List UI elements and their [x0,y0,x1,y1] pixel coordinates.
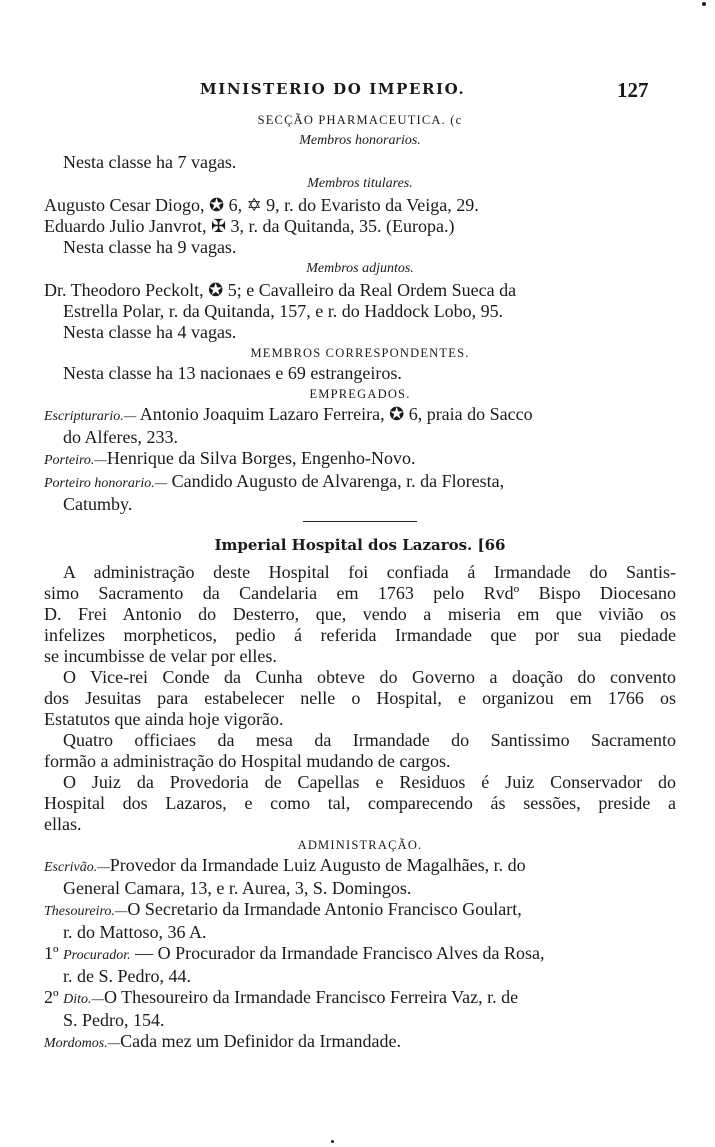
paragraph-line: A administração deste Hospital foi confiada á Irmandade do Santis- [63,562,676,582]
paragraph-line: D. Frei Antonio do Desterro, que, vendo a miseria em que vivião os [44,604,676,624]
role-label: Thesoureiro.— [44,904,128,919]
paragraph-line: O Vice-rei Conde da Cunha obteve do Governo a doação do convento [63,667,676,687]
subheading-empregados: EMPREGADOS. [309,387,411,401]
subheading-honorarios: Membros honorarios. [299,133,421,148]
subheading-adjuntos: Membros adjuntos. [306,261,414,276]
member-entry: Dr. Theodoro Peckolt, ✪ 5; e Cavalleiro da Real Ordem Sueca da [44,280,517,300]
section-title: SECÇÃO PHARMACEUTICA. (c [257,113,463,127]
role-label: Dito.— [63,992,104,1007]
paragraph-line: simo Sacramento da Candelaria em 1763 pelo Rvdº Bispo Diocesano [44,583,676,603]
print-speck [331,1140,334,1143]
subheading-correspondentes: MEMBROS CORRESPONDENTES. [250,346,470,360]
paragraph-line: formão a administração do Hospital mudando de cargos. [44,751,451,771]
staff-entry: Porteiro.—Henrique da Silva Borges, Engenho-Novo. [44,448,416,468]
paragraph-line: O Juiz da Provedoria de Capellas e Residuos é Juiz Conservador do [63,772,676,792]
admin-entry-continuation: r. de S. Pedro, 44. [63,966,191,986]
role-label: Porteiro honorario.— [44,476,168,491]
running-head: MINISTERIO DO IMPERIO. [200,80,466,98]
paragraph-line: Hospital dos Lazaros, e como tal, comparecendo ás sessões, preside a [44,793,676,813]
member-entry-continuation: Estrella Polar, r. da Quitanda, 157, e r. do Haddock Lobo, 95. [63,301,504,321]
member-entry: Augusto Cesar Diogo, ✪ 6, ✡ 9, r. do Evaristo da Veiga, 29. [44,195,479,215]
role-label: Procurador. [63,948,131,963]
staff-entry-continuation: do Alferes, 233. [63,427,178,447]
vacancies-titulares: Nesta classe ha 9 vagas. [63,237,237,257]
admin-entry: Mordomos.—Cada mez um Definidor da Irmandade. [44,1031,401,1051]
print-speck [702,2,706,6]
paragraph-line: Quatro officiaes da mesa da Irmandade do Santissimo Sacramento [63,730,676,750]
admin-entry-continuation: S. Pedro, 154. [63,1010,165,1030]
subheading-titulares: Membros titulares. [307,176,413,191]
paragraph-line: infelizes morpheticos, pedio á referida Irmandade que por sua piedade [44,625,676,645]
paragraph-line: ellas. [44,814,82,834]
page-number: 127 [617,78,649,102]
member-entry: Eduardo Julio Janvrot, ✠ 3, r. da Quitanda, 35. (Europa.) [44,216,455,236]
admin-entry-continuation: General Camara, 13, e r. Aurea, 3, S. Domingos. [63,878,412,898]
staff-entry: Porteiro honorario.— Candido Augusto de Alvarenga, r. da Floresta, [44,471,505,491]
admin-entry: 1º Procurador. — O Procurador da Irmandade Francisco Alves da Rosa, [44,943,545,963]
paragraph-line: Estatutos que ainda hoje vigorão. [44,709,284,729]
role-label: Mordomos.— [44,1036,121,1051]
admin-entry: 2º Dito.—O Thesoureiro da Irmandade Francisco Ferreira Vaz, r. de [44,987,519,1007]
admin-entry: Escrivão.—Provedor da Irmandade Luiz Augusto de Magalhães, r. do [44,855,526,875]
role-label: Escripturario.— [44,409,137,424]
vacancies-honorarios: Nesta classe ha 7 vagas. [63,152,237,172]
subheading-administracao: ADMINISTRAÇÃO. [297,838,423,852]
hospital-title: Imperial Hospital dos Lazaros. [66 [214,536,506,554]
paragraph-line: dos Jesuitas para estabelecer nelle o Hospital, e organizou em 1766 os [44,688,676,708]
role-label: Escrivão.— [44,860,110,875]
role-label: Porteiro.— [44,453,107,468]
admin-entry: Thesoureiro.—O Secretario da Irmandade Antonio Francisco Goulart, [44,899,522,919]
staff-entry: Escripturario.— Antonio Joaquim Lazaro Ferreira, ✪ 6, praia do Sacco [44,404,533,424]
vacancies-adjuntos: Nesta classe ha 4 vagas. [63,322,237,342]
page-content [44,110,676,1054]
admin-entry-continuation: r. do Mattoso, 36 A. [63,922,207,942]
section-divider [303,521,417,522]
staff-entry-continuation: Catumby. [63,494,133,514]
correspondentes-text: Nesta classe ha 13 nacionaes e 69 estrangeiros. [63,363,402,383]
page-header [0,78,715,102]
paragraph-line: se incumbisse de velar por elles. [44,646,277,666]
